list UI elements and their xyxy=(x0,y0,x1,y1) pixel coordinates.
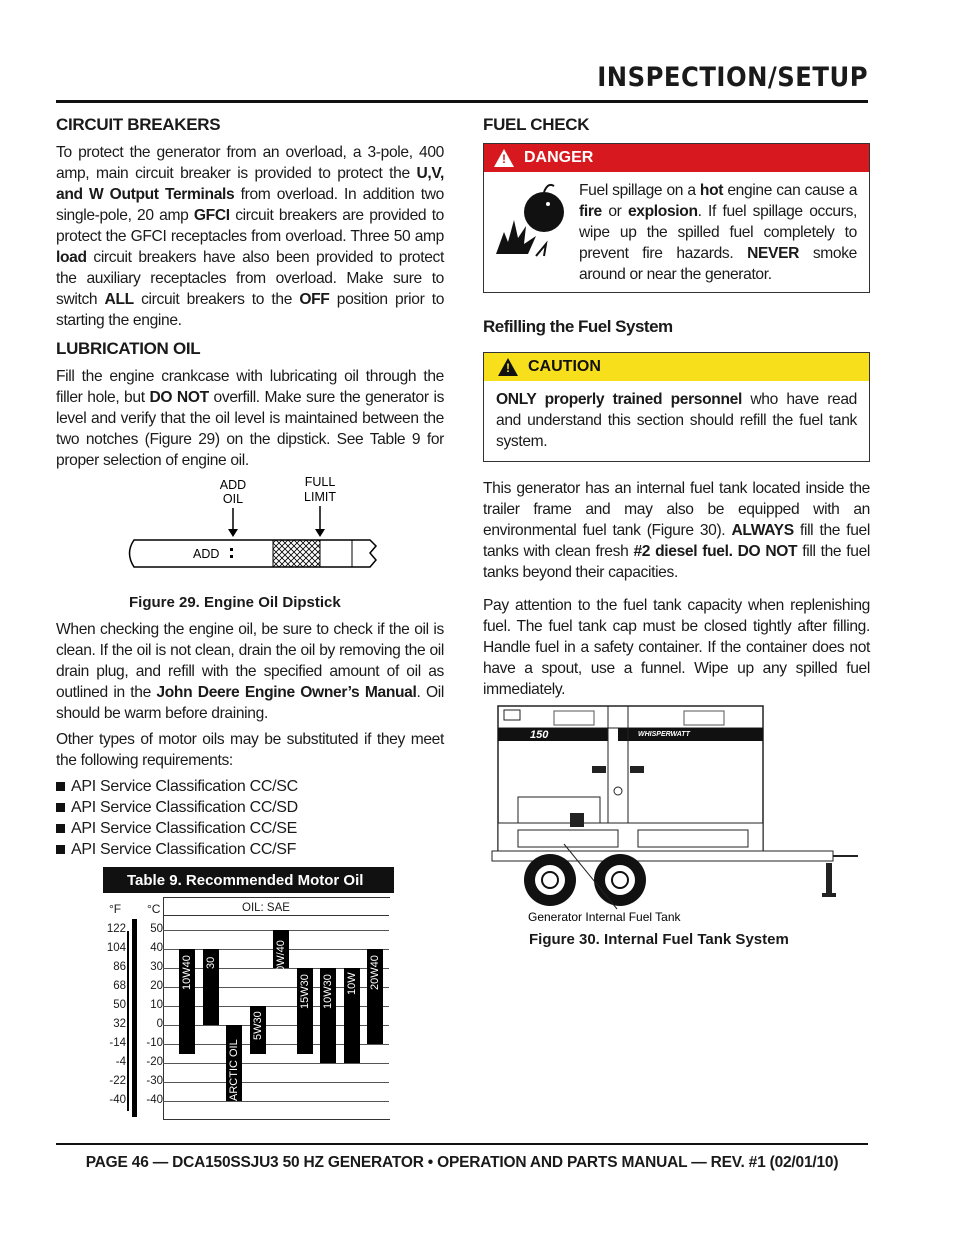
celsius-tick: 20 xyxy=(150,980,163,992)
fahrenheit-tick: -4 xyxy=(115,1056,126,1068)
dipstick-figure xyxy=(120,474,382,574)
caution-label: CAUTION xyxy=(528,358,601,375)
generator-brand: WHISPERWATT xyxy=(638,731,690,738)
thermometer xyxy=(132,919,137,1117)
oil-range-label: 5W30 xyxy=(251,1011,264,1040)
footer-rule xyxy=(56,1143,868,1145)
oil-range-bar xyxy=(273,930,289,978)
unit-f: °F xyxy=(109,902,122,916)
grid-line xyxy=(163,1082,389,1083)
list-item: API Service Classification CC/SF xyxy=(56,839,444,860)
oil-range-bar xyxy=(297,968,313,1054)
full-limit-label-2: LIMIT xyxy=(304,490,336,504)
celsius-tick: -10 xyxy=(146,1037,163,1049)
fahrenheit-tick: 32 xyxy=(113,1018,126,1030)
fuel-tank-text: This generator has an internal fuel tank located inside the trailer frame and may also be equipped with an environmental fuel tank (Figure 30). ALWAYS fill the fuel tanks with clean fresh #2 diesel fuel. DO NOT fill the fuel tanks beyond their capacities. xyxy=(483,480,871,581)
lubrication-text: Fill the engine crankcase with lubricating oil through the filler hole, but DO NOT overfill. Make sure the generator is level and verify that the oil level is maintained between the two notches (Figure 29) on the dipstick. See Table 9 for proper selection of engine oil. xyxy=(56,368,445,469)
circuit-breakers-heading: CIRCUIT BREAKERS xyxy=(56,115,221,134)
oil-range-bar xyxy=(367,949,383,1044)
oil-range-label: 15W30 xyxy=(298,974,311,1009)
oil-range-label: 10W30 xyxy=(322,974,334,1009)
list-item: API Service Classification CC/SE xyxy=(56,818,444,839)
celsius-tick: -40 xyxy=(146,1094,163,1106)
api-list xyxy=(56,776,444,860)
fuel-capacity-text: Pay attention to the fuel tank capacity when replenishing fuel. The fuel tank cap must be closed tightly after filling. Handle fuel in a safety container. If the container does not have a spout, use a funnel. Wipe up any spilled fuel immediately. xyxy=(483,597,870,698)
oil-range-label: ARCTIC OIL xyxy=(228,1039,240,1101)
oil-range-label: 10W/40 xyxy=(275,940,287,978)
figure-29-caption: Figure 29. Engine Oil Dipstick xyxy=(129,594,341,611)
page-title: INSPECTION/SETUP xyxy=(597,62,868,93)
oil-range-bar xyxy=(226,1025,242,1101)
unit-c: °C xyxy=(147,902,161,916)
figure-30-caption: Figure 30. Internal Fuel Tank System xyxy=(529,931,789,948)
oil-range-label: 20W40 xyxy=(369,955,381,990)
header-rule xyxy=(56,100,868,103)
add-oil-label-2: OIL xyxy=(222,492,244,506)
oil-substitute-text: Other types of motor oils may be substituted if they meet the following requirements: xyxy=(56,731,444,769)
refill-heading: Refilling the Fuel System xyxy=(483,317,673,336)
danger-label: DANGER xyxy=(524,149,594,166)
fahrenheit-tick: -22 xyxy=(109,1075,126,1087)
danger-text: Fuel spillage on a hot engine can cause a fire or explosion. If fuel spillage occurs, wipe up the spilled fuel completely to prevent fire hazards. NEVER smoke around or near the generator. xyxy=(579,182,858,283)
oil-check-text: When checking the engine oil, be sure to check if the oil is clean. If the oil is not clean, drain the oil by removing the oil drain plug, and refill with the specified amount of oil as outlined in the John Deere Engine Owner’s Manual. Oil should be warm before draining. xyxy=(56,621,444,722)
oil-range-bar xyxy=(203,949,219,1025)
warning-icon: ! xyxy=(494,149,514,167)
oil-range-label: 10W xyxy=(345,972,358,995)
oil-range-bar xyxy=(344,968,360,1063)
add-oil-label-1: ADD xyxy=(219,478,247,492)
circuit-breakers-text: To protect the generator from an overload, a 3-pole, 400 amp, main circuit breaker is provided to protect the U,V, and W Output Terminals from overload. In addition two single-pole, 20 amp GFCI circuit breakers are provided to protect the GFCI receptacles from overload. Three 50 amp load circuit breakers have also been provided to protect the auxiliary receptacles from overload. Make sure to switch ALL circuit breakers to the OFF position prior to starting the engine. xyxy=(56,144,445,329)
celsius-tick: 40 xyxy=(150,942,163,954)
celsius-tick: 10 xyxy=(150,999,163,1011)
fahrenheit-tick: -14 xyxy=(109,1037,126,1049)
danger-box xyxy=(483,143,870,293)
celsius-tick: 50 xyxy=(150,923,163,935)
oil-range-label: 10W40 xyxy=(181,955,193,990)
grid-line xyxy=(163,1101,389,1102)
lubrication-heading: LUBRICATION OIL xyxy=(56,339,201,358)
warning-icon: ! xyxy=(498,358,518,376)
celsius-tick: 0 xyxy=(156,1018,163,1030)
fuel-tank-label: Generator Internal Fuel Tank xyxy=(528,910,681,924)
oil-range-label: 30 xyxy=(204,956,217,969)
fahrenheit-tick: 68 xyxy=(113,980,126,992)
caution-text: ONLY properly trained personnel who have read and understand this section should refill the fuel tank system. xyxy=(496,391,858,450)
add-mark-label: ADD xyxy=(193,547,220,561)
fahrenheit-tick: 104 xyxy=(106,942,126,954)
celsius-tick: -30 xyxy=(146,1075,163,1087)
page-footer: PAGE 46 — DCA150SSJU3 50 HZ GENERATOR • OPERATION AND PARTS MANUAL — REV. #1 (02/01/10) xyxy=(85,1154,839,1171)
oil-range-bar xyxy=(179,949,195,1054)
list-item: API Service Classification CC/SC xyxy=(56,776,444,797)
fahrenheit-tick: 50 xyxy=(113,999,126,1011)
oil-chart xyxy=(103,893,394,1125)
danger-header xyxy=(484,144,869,172)
grid-line xyxy=(163,1063,389,1064)
full-limit-label-1: FULL xyxy=(304,475,336,489)
list-item: API Service Classification CC/SD xyxy=(56,797,444,818)
oil-range-bar xyxy=(250,1006,266,1054)
celsius-tick: -20 xyxy=(146,1056,163,1068)
celsius-tick: 30 xyxy=(150,961,163,973)
fahrenheit-tick: -40 xyxy=(109,1094,126,1106)
fahrenheit-tick: 86 xyxy=(113,961,126,973)
explosion-icon xyxy=(492,182,572,262)
motor-oil-table xyxy=(103,867,394,1125)
generator-model: 150 xyxy=(530,729,549,741)
oil-range-bar xyxy=(320,968,336,1063)
caution-header xyxy=(484,353,869,381)
generator-figure xyxy=(488,703,868,925)
fuel-check-heading: FUEL CHECK xyxy=(483,115,590,134)
fahrenheit-tick: 122 xyxy=(106,923,126,935)
caution-box xyxy=(483,352,870,462)
oil-sae-header: OIL: SAE xyxy=(242,902,290,914)
table-9-title: Table 9. Recommended Motor Oil xyxy=(103,867,394,893)
